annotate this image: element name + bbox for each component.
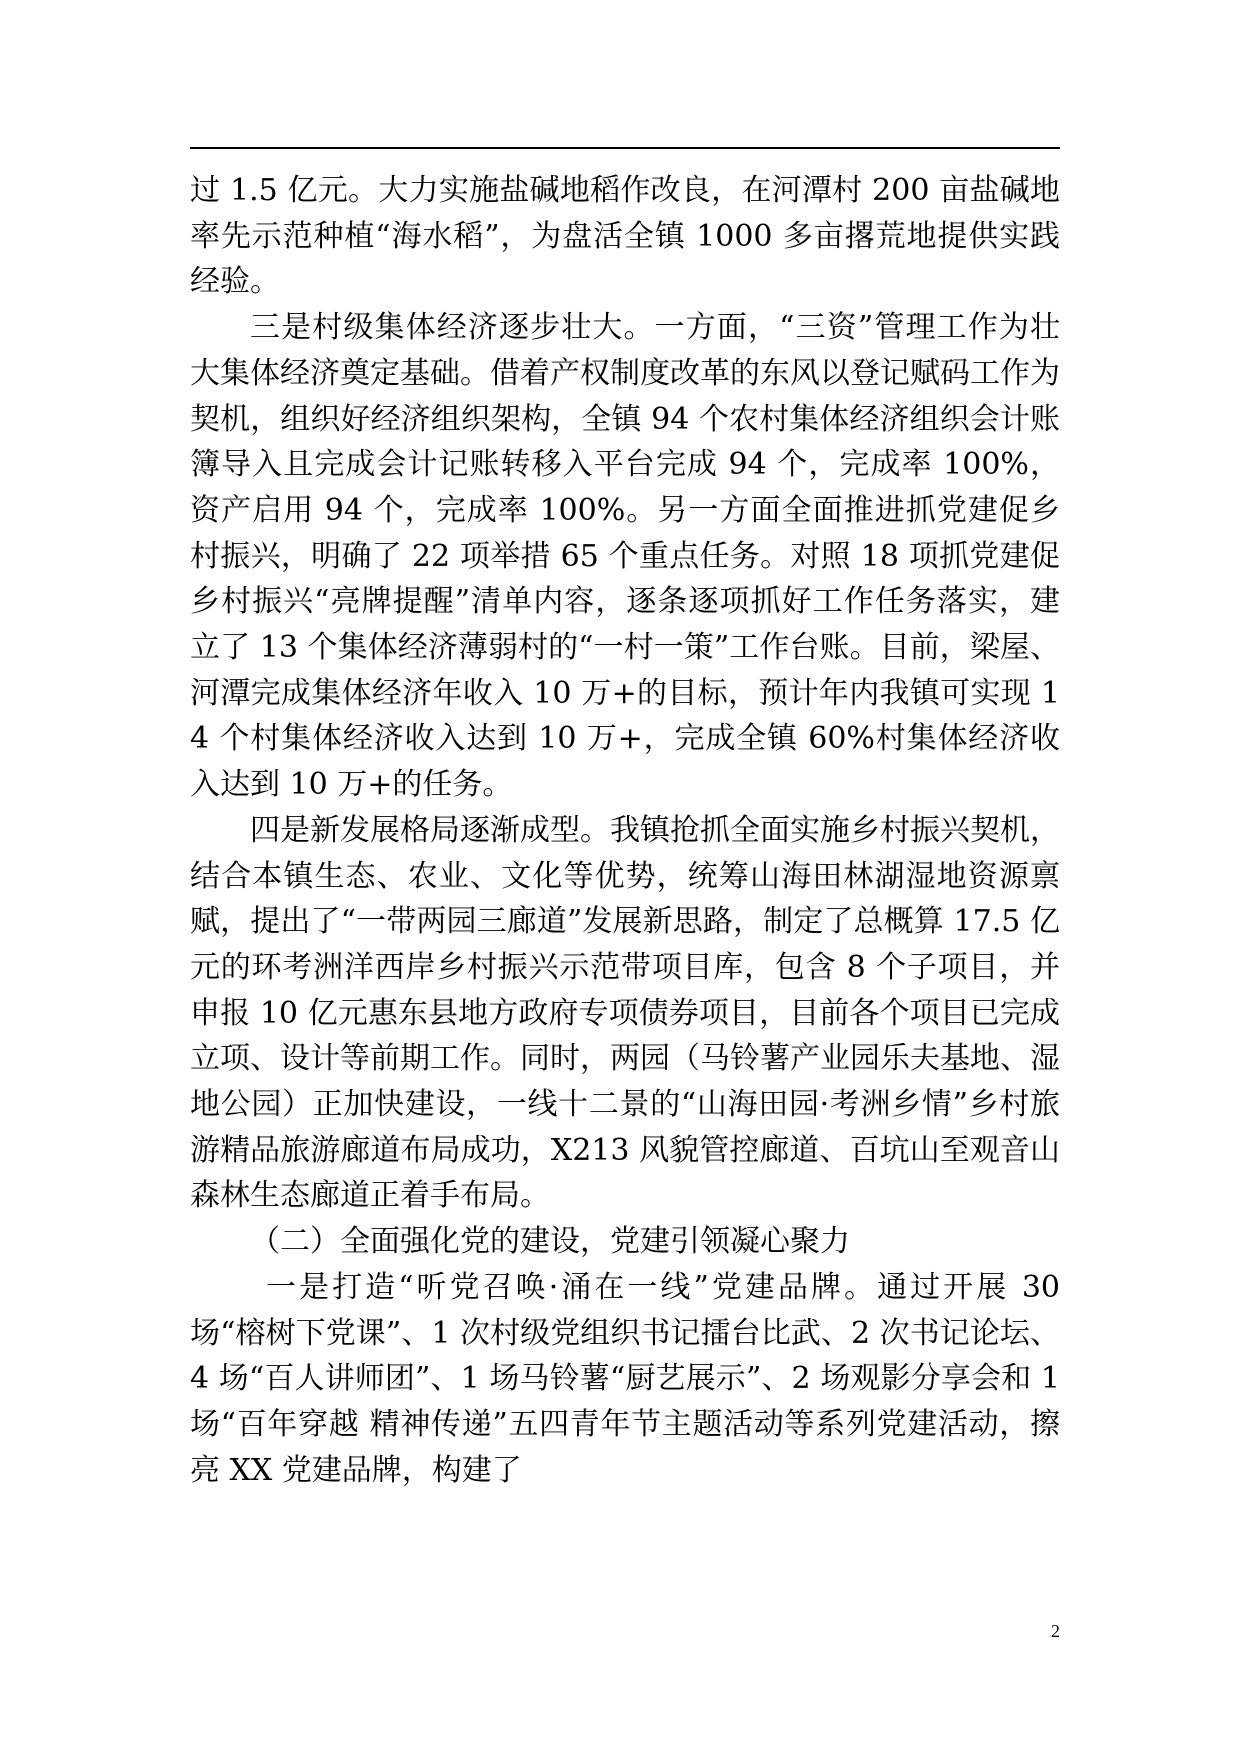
document-body	[190, 168, 1060, 1493]
header-rule	[190, 147, 1060, 149]
paragraph-party-brand: 一是打造“听党召唤·涌在一线”党建品牌。通过开展 30 场“榕树下党课”、1 次村级党组织书记擂台比武、2 次书记论坛、4 场“百人讲师团”、1 场马铃薯“厨艺展示”、2 场观影分享会和 1 场“百年穿越 精神传递”五四青年节主题活动等系列党建活动，擦亮 XX 党建品牌，构建了	[190, 1269, 1060, 1488]
section-heading: （二）全面强化党的建设，党建引领凝心聚力	[250, 1224, 850, 1260]
paragraph-collective-economy: 三是村级集体经济逐步壮大。一方面，“三资”管理工作为壮大集体经济奠定基础。借着产权制度改革的东风以登记赋码工作为契机，组织好经济组织架构，全镇 94 个农村集体经济组织会计账簿导入且完成会计记账转移入平台完成 94 个，完成率 100%，资产启用 94 个，完成率 100%。另一方面全面推进抓党建促乡村振兴，明确了 22 项举措 65 个重点任务。对照 18 项抓党建促乡村振兴“亮牌提醒”清单内容，逐条逐项抓好工作任务落实，建立了 13 个集体经济薄弱村的“一村一策”工作台账。目前，梁屋、河潭完成集体经济年收入 10 万+的目标，预计年内我镇可实现 14 个村集体经济收入达到 10 万+，完成全镇 60%村集体经济收入达到 10 万+的任务。	[190, 310, 1060, 803]
paragraph-continuation: 过 1.5 亿元。大力实施盐碱地稻作改良，在河潭村 200 亩盐碱地率先示范种植“海水稻”，为盘活全镇 1000 多亩撂荒地提供实践经验。	[190, 173, 1060, 300]
page-number: 2	[1051, 1621, 1060, 1641]
paragraph-development-pattern: 四是新发展格局逐渐成型。我镇抢抓全面实施乡村振兴契机，结合本镇生态、农业、文化等优势，统筹山海田林湖湿地资源禀赋，提出了“一带两园三廊道”发展新思路，制定了总概算 17.5 亿元的环考洲洋西岸乡村振兴示范带项目库，包含 8 个子项目，并申报 10 亿元惠东县地方政府专项债券项目，目前各个项目已完成立项、设计等前期工作。同时，两园（马铃薯产业园乐夫基地、湿地公园）正加快建设，一线十二景的“山海田园·考洲乡情”乡村旅游精品旅游廊道布局成功，X213 风貌管控廊道、百坑山至观音山森林生态廊道正着手布局。	[190, 812, 1060, 1214]
